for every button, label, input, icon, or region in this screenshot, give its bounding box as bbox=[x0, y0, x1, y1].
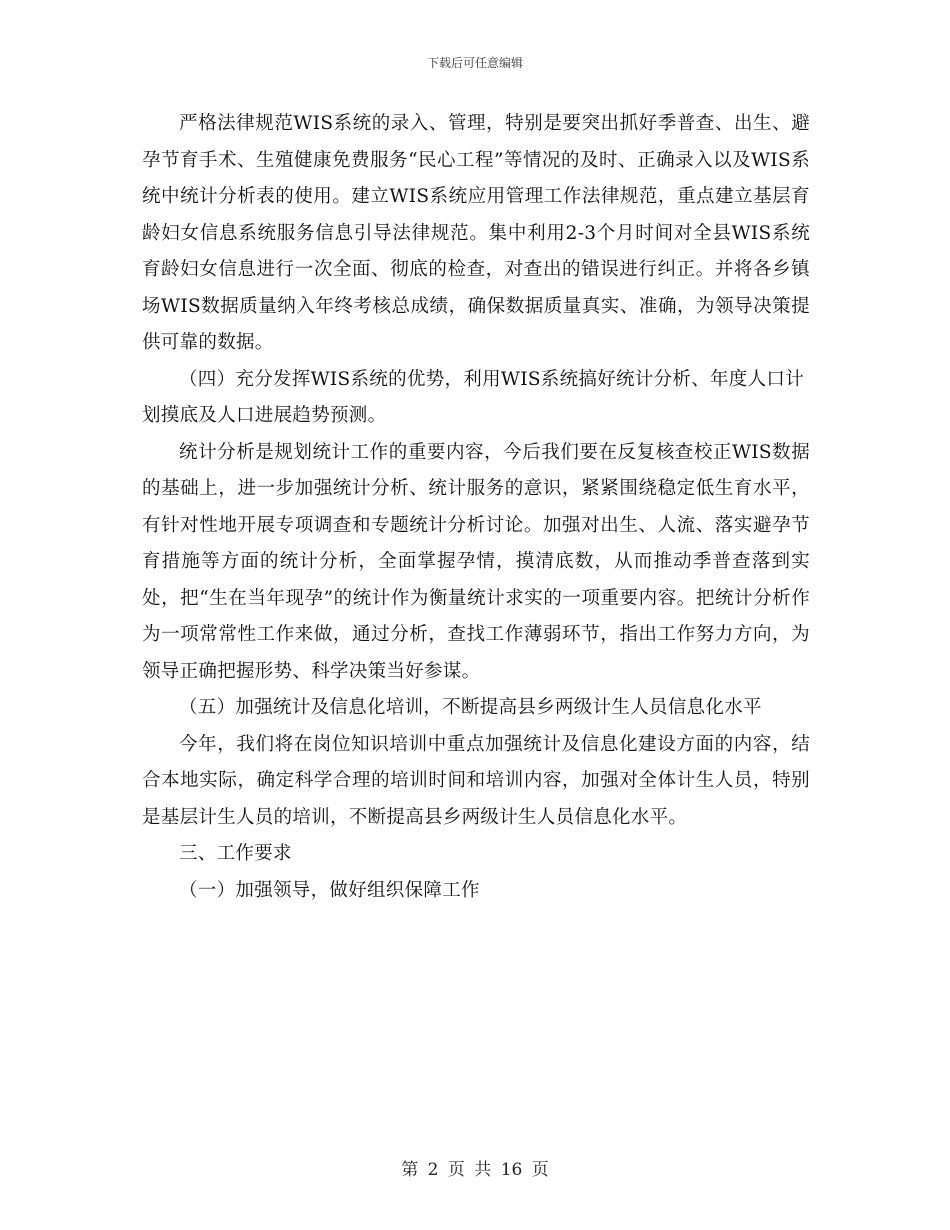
document-body bbox=[142, 106, 810, 909]
page-footer: 第 2 页 共 16 页 bbox=[401, 1160, 549, 1180]
paragraph-statistical-analysis: 统计分析是规划统计工作的重要内容，今后我们要在反复核查校正WIS数据的基础上，进一步加强统计分析、统计服务的意识，紧紧围绕稳定低生育水平，有针对性地开展专项调查和专题统计分析讨论。加强对出生、人流、落实避孕节育措施等方面的统计分析，全面掌握孕情，摸清底数，从而推动季普查落到实处，把“生在当年现孕”的统计作为衡量统计求实的一项重要内容。把统计分析作为一项常常性工作来做，通过分析，查找工作薄弱环节，指出工作努力方向，为领导正确把握形势、科学决策当好参谋。 bbox=[142, 441, 810, 682]
paragraph-wis-standards: 严格法律规范WIS系统的录入、管理，特别是要突出抓好季普查、出生、避孕节育手术、生殖健康免费服务“民心工程”等情况的及时、正确录入以及WIS系统中统计分析表的使用。建立WIS系统应用管理工作法律规范，重点建立基层育龄妇女信息系统服务信息引导法律规范。集中利用2-3个月时间对全县WIS系统育龄妇女信息进行一次全面、彻底的检查，对查出的错误进行纠正。并将各乡镇场WIS数据质量纳入年终考核总成绩，确保数据质量真实、准确，为领导决策提供可靠的数据。 bbox=[142, 113, 810, 353]
page-header: 下载后可任意编辑 bbox=[426, 56, 523, 70]
section-heading-4: （四）充分发挥WIS系统的优势，利用WIS系统搞好统计分析、年度人口计划摸底及人口进展趋势预测。 bbox=[142, 368, 804, 426]
section-heading-5: （五）加强统计及信息化培训，不断提高县乡两级计生人员信息化水平 bbox=[179, 697, 762, 718]
paragraph-training: 今年，我们将在岗位知识培训中重点加强统计及信息化建设方面的内容，结合本地实际，确定科学合理的培训时间和培训内容，加强对全体计生人员，特别是基层计生人员的培训，不断提高县乡两级计生人员信息化水平。 bbox=[142, 733, 810, 828]
section-heading-work-requirements: 三、工作要求 bbox=[179, 843, 292, 864]
section-heading-leadership: （一）加强领导，做好组织保障工作 bbox=[179, 879, 480, 901]
